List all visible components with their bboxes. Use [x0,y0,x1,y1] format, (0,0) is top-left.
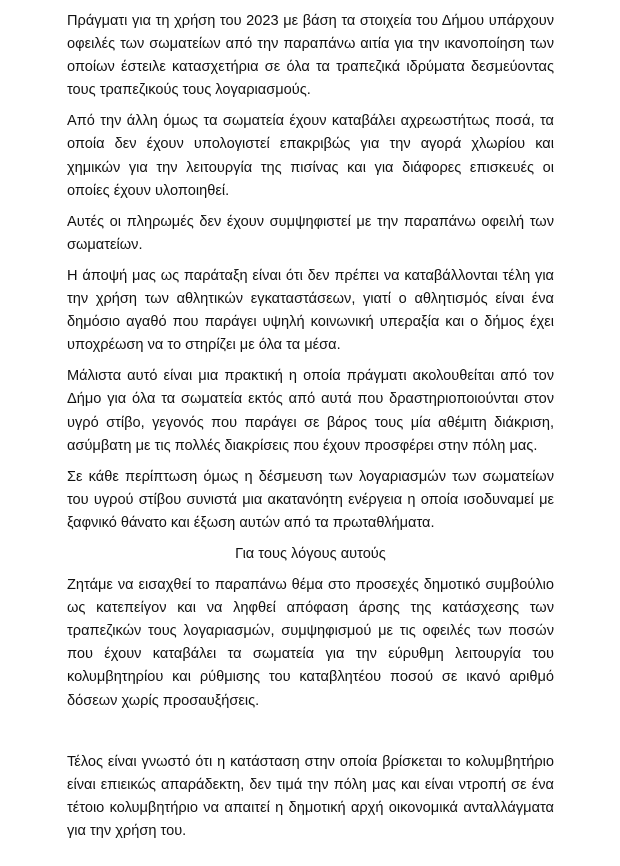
document-page [67,10,554,851]
blank-line [67,721,554,751]
paragraph-not-offset: Αυτές οι πληρωμές δεν έχουν συμψηφιστεί με την παραπάνω οφειλή των σωματείων. [67,213,554,253]
section-heading: Για τους λόγους αυτούς [235,545,386,562]
paragraph-debts-2023: Πράγματι για τη χρήση του 2023 με βάση τα στοιχεία του Δήμου υπάρχουν οφειλές των σωματείων από την παραπάνω αιτία για την ικανοποίηση των οποίων έστειλε κατασχετήρια σε όλα τα τραπεζικά ιδρύματα δεσμεύοντας τους τραπεζικούς τους λογαριασμούς. [67,13,554,99]
paragraph-undue-payments: Από την άλλη όμως τα σωματεία έχουν καταβάλει αχρεωστήτως ποσά, τα οποία δεν έχουν υπολογιστεί επακριβώς για την αγορά χλωρίου και χημικών για την λειτουργία της πισίνας και για διάφορες επισκευές οι οποίες έχουν υλοποιηθεί. [67,113,554,199]
paragraph-closing: Τέλος είναι γνωστό ότι η κατάσταση στην οποία βρίσκεται το κολυμβητήριο είναι επιεικώς απαράδεκτη, δεν τιμά την πόλη μας και είναι ντροπή σε ένα τέτοιο κολυμβητήριο να απαιτεί η δημοτική αρχή οικονομικά ανταλλάγματα για την χρήση του. [67,753,554,839]
paragraph-party-position: Η άποψή μας ως παράταξη είναι ότι δεν πρέπει να καταβάλλονται τέλη για την χρήση των αθλητικών εγκαταστάσεων, γιατί ο αθλητισμός είναι ένα δημόσιο αγαθό που παράγει υψηλή κοινωνική υπεραξία και ο δήμος έχει υποχρέωση να το στηρίζει με όλα τα μέσα. [67,267,554,354]
paragraph-account-freeze: Σε κάθε περίπτωση όμως η δέσμευση των λογαριασμών των σωματείων του υγρού στίβου συνιστά μια ακατανόητη ενέργεια η οποία ισοδυναμεί με ξαφνικό θάνατο και έξωση αυτών από τα πρωταθλήματα. [67,468,554,531]
paragraph-discrimination: Μάλιστα αυτό είναι μια πρακτική η οποία πράγματι ακολουθείται από τον Δήμο για όλα τα σωματεία εκτός από αυτά που δραστηριοποιούνται στον υγρό στίβο, γεγονός που παράγει σε βάρος τους μία αθέμιτη διάκριση, ασύμβατη με τις πολλές διακρίσεις που έχουν προσφέρει στην πόλη μας. [67,368,554,454]
paragraph-request: Ζητάμε να εισαχθεί το παραπάνω θέμα στο προσεχές δημοτικό συμβούλιο ως κατεπείγον και να ληφθεί απόφαση άρσης της κατάσχεσης των τραπεζικών τους λογαριασμών, συμψηφισμού με τις οφειλές των ποσών που έχουν καταβάλει τα σωματεία για την εύρυθμη λειτουργία του κολυμβητηρίου και ρύθμισης του καταβλητέου ποσού σε ικανό αριθμό δόσεων χωρίς προσαυξήσεις. [67,577,554,709]
